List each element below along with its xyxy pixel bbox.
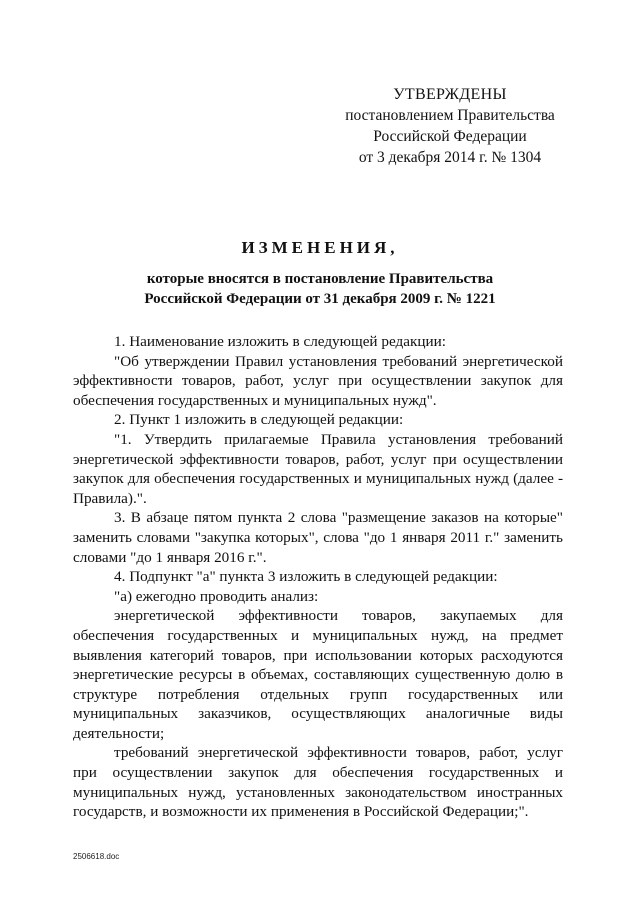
document-title: ИЗМЕНЕНИЯ, <box>241 238 399 257</box>
document-subtitle <box>80 269 560 309</box>
paragraph-1: 1. Наименование изложить в следующей редакции: <box>114 333 446 350</box>
approval-block <box>330 84 570 168</box>
approval-line-date-number: от 3 декабря 2014 г. № 1304 <box>358 149 542 166</box>
paragraph-9: требований энергетической эффективности товаров, работ, услуг при осуществлении закупок для обеспечения государственных и муниципальных нужд, установленных законодательством иностранных государств, и возможности их применения в Российской Федерации;". <box>73 744 563 821</box>
paragraph-5: 3. В абзаце пятом пункта 2 слова "размещение заказов на которые" заменить словами "закупка которых", слова "до 1 января 2011 г." заменить словами "до 1 января 2016 г.". <box>73 509 563 566</box>
approval-line-resolution: постановлением Правительства <box>345 107 555 124</box>
paragraph-2: "Об утверждении Правил установления требований энергетической эффективности товаров, работ, услуг при осуществлении закупок для обеспечения государственных и муниципальных нужд". <box>73 352 563 409</box>
subtitle-line-2: Российской Федерации от 31 декабря 2009 г. № 1221 <box>144 291 496 307</box>
document-body <box>73 332 563 822</box>
paragraph-4: "1. Утвердить прилагаемые Правила установления требований энергетической эффективности товаров, работ, услуг при осуществлении закупок для обеспечения государственных и муниципальных нужд (далее - Правила).". <box>73 430 563 507</box>
file-name-footer: 2506618.doc <box>73 852 120 861</box>
approval-heading: УТВЕРЖДЕНЫ <box>393 86 507 103</box>
paragraph-6: 4. Подпункт "а" пункта 3 изложить в следующей редакции: <box>114 568 498 586</box>
subtitle-line-1: которые вносятся в постановление Правительства <box>146 271 494 287</box>
approval-line-federation: Российской Федерации <box>373 128 527 145</box>
paragraph-3: 2. Пункт 1 изложить в следующей редакции: <box>114 411 404 429</box>
paragraph-7: "а) ежегодно проводить анализ: <box>114 587 319 605</box>
paragraph-8: энергетической эффективности товаров, закупаемых для обеспечения государственных и муниципальных нужд, на предмет выявления категорий товаров, при использовании которых расходуются энергетические ресурсы в объемах, составляющих существенную долю в структуре потребления отдельных групп государственных или муниципальных заказчиков, осуществляющих аналогичные виды деятельности; <box>73 607 563 742</box>
